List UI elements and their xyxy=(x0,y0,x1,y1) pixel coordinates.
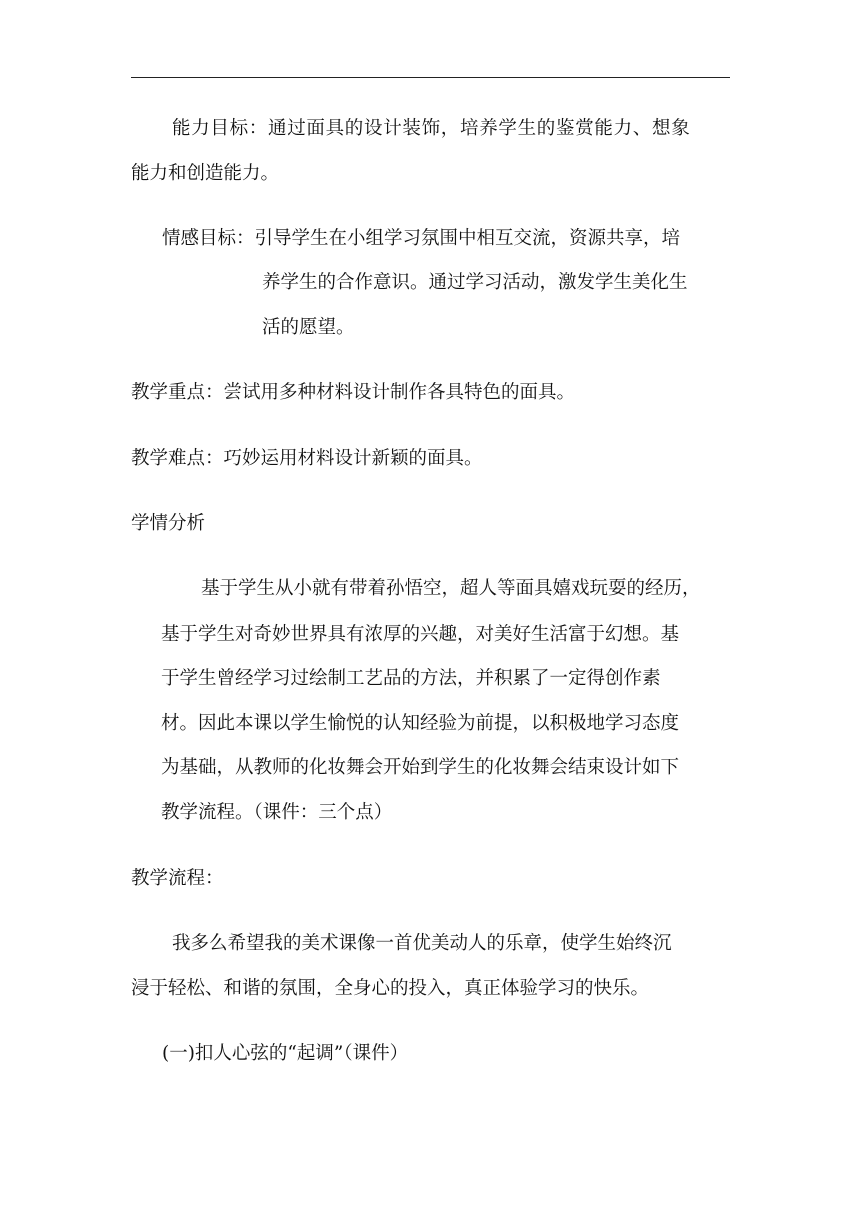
section-1-title: (一)扣人心弦的“起调”（课件） xyxy=(162,1043,409,1064)
ability-goal-line-2: 能力和创造能力。 xyxy=(131,163,280,184)
difficult-point: 教学难点：巧妙运用材料设计新颖的面具。 xyxy=(131,448,483,469)
analysis-line-2: 基于学生对奇妙世界具有浓厚的兴趣，对美好生活富于幻想。基 xyxy=(161,624,680,645)
analysis-line-4: 材。因此本课以学生愉悦的认知经验为前提，以积极地学习态度 xyxy=(161,713,680,734)
emotion-goal-line-2: 养学生的合作意识。通过学习活动，激发学生美化生 xyxy=(262,272,688,293)
key-point: 教学重点：尝试用多种材料设计制作各具特色的面具。 xyxy=(131,382,576,403)
process-heading: 教学流程： xyxy=(131,868,224,889)
ability-goal-line-1: 能力目标：通过面具的设计装饰，培养学生的鉴赏能力、想象 xyxy=(172,118,691,139)
header-rule xyxy=(131,77,730,78)
process-intro-line-2: 浸于轻松、和谐的氛围，全身心的投入，真正体验学习的快乐。 xyxy=(131,978,650,999)
analysis-line-1: 基于学生从小就有带着孙悟空，超人等面具嬉戏玩耍的经历， xyxy=(201,578,701,599)
analysis-line-5: 为基础，从教师的化妆舞会开始到学生的化妆舞会结束设计如下 xyxy=(161,757,680,778)
analysis-line-6: 教学流程。（课件：三个点） xyxy=(161,802,393,823)
emotion-goal-line-1: 情感目标：引导学生在小组学习氛围中相互交流，资源共享，培 xyxy=(162,228,681,249)
process-intro-line-1: 我多么希望我的美术课像一首优美动人的乐章，使学生始终沉 xyxy=(172,933,672,954)
emotion-goal-line-3: 活的愿望。 xyxy=(262,317,355,338)
analysis-heading: 学情分析 xyxy=(131,513,206,534)
analysis-line-3: 于学生曾经学习过绘制工艺品的方法，并积累了一定得创作素 xyxy=(161,668,661,689)
